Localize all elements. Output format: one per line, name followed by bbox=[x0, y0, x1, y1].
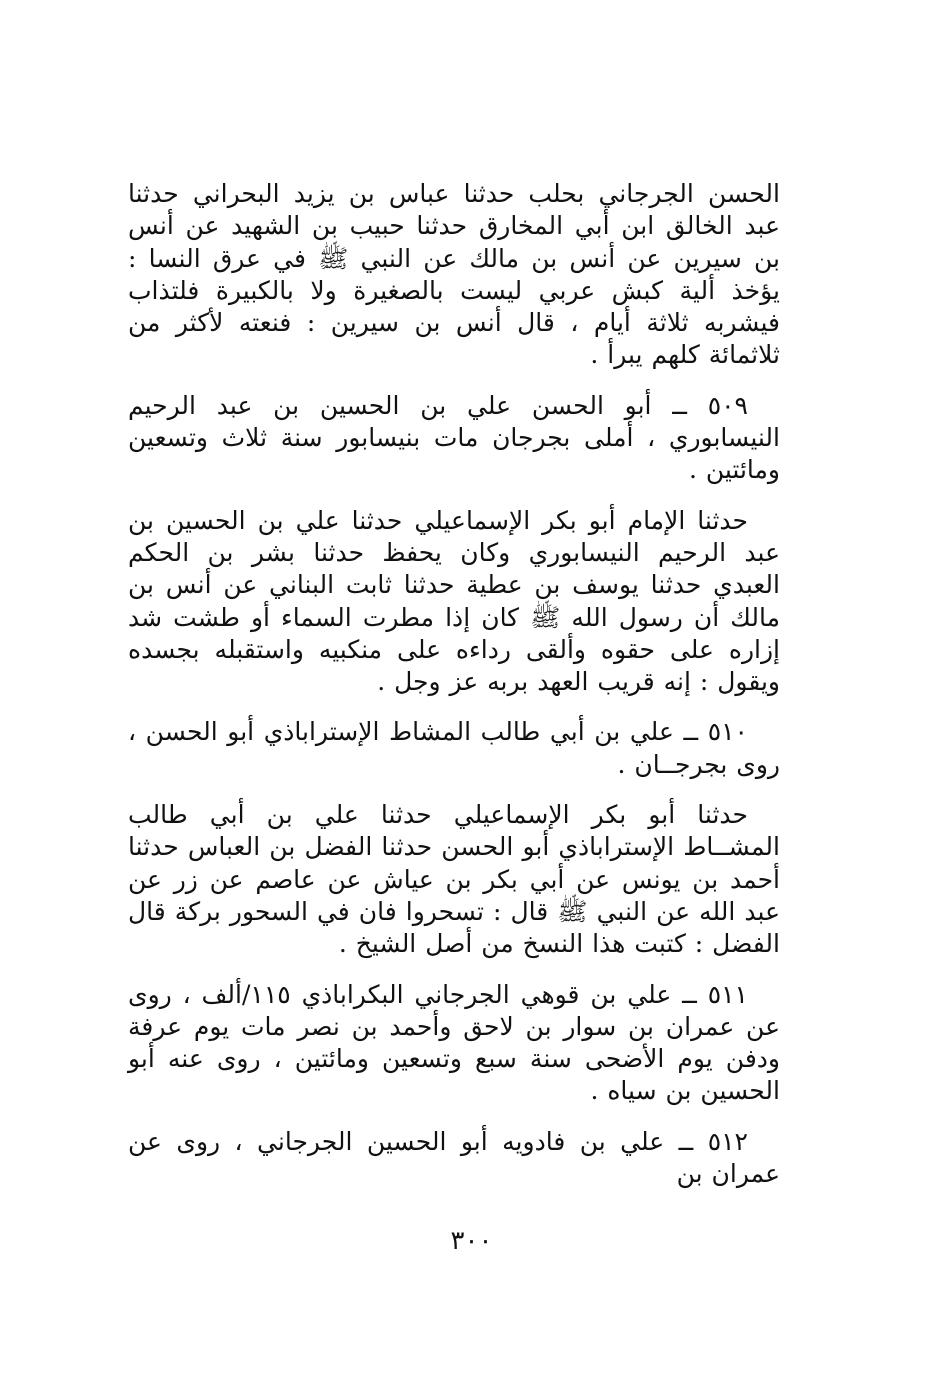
page-body bbox=[128, 178, 780, 1190]
paragraph-gap bbox=[128, 781, 780, 799]
paragraph-gap bbox=[128, 372, 780, 390]
paragraph-gap bbox=[128, 961, 780, 979]
entry-510: ٥١٠ ــ علي بن أبي طالب المشاط الإستراباذي أبو الحسن ، روى بجرجــان . bbox=[128, 717, 780, 779]
entry-511: ٥١١ ــ علي بن قوهي الجرجاني البكراباذي ١١٥/ألف ، روى عن عمران بن سوار بن لاحق وأحمد بن نصر مات يوم عرفة ودفن يوم الأضحى سنة سبع وتسعين ومائتين ، روى عنه أبو الحسين بن سياه . bbox=[128, 979, 780, 1106]
hadith-paragraph: حدثنا الإمام أبو بكر الإسماعيلي حدثنا علي بن الحسين بن عبد الرحيم النيسابوري وكان يحفظ حدثنا بشر بن الحكم العبدي حدثنا يوسف بن عطية حدثنا ثابت البناني عن أنس بن مالك أن رسول الله ﷺ كان إذا مطرت السماء أو طشت شد إزاره على حقوه وألقى رداءه على منكبيه واستقبله بجسده ويقول : إنه قريب العهد بربه عز وجل . bbox=[128, 505, 780, 697]
paragraph-gap bbox=[128, 487, 780, 505]
entry-509: ٥٠٩ ــ أبو الحسن علي بن الحسين بن عبد الرحيم النيسابوري ، أملى بجرجان مات بنيسابور سنة ثلاث وتسعين ومائتين . bbox=[128, 390, 780, 485]
paragraph-gap bbox=[128, 1108, 780, 1126]
paragraph-gap bbox=[128, 698, 780, 716]
hadith-paragraph: حدثنا أبو بكر الإسماعيلي حدثنا علي بن أبي طالب المشــاط الإستراباذي أبو الحسن حدثنا الفضل بن العباس حدثنا أحمد بن يونس عن أبي بكر بن عياش عن عاصم عن زر عن عبد الله عن النبي ﷺ قال : تسحروا فان في السحور بركة قال الفضل : كتبت هذا النسخ من أصل الشيخ . bbox=[128, 800, 780, 959]
entry-512: ٥١٢ ــ علي بن فادويه أبو الحسين الجرجاني ، روى عن عمران بن bbox=[128, 1126, 780, 1189]
page-number: ٣٠٠ bbox=[450, 1226, 493, 1256]
paragraph-continuation: الحسن الجرجاني بحلب حدثنا عباس بن يزيد البحراني حدثنا عبد الخالق ابن أبي المخارق حدثنا حبيب بن الشهيد عن أنس بن سيرين عن أنس بن مالك عن النبي ﷺ في عرق النسا : يؤخذ ألية كبش عربي ليست بالصغيرة ولا بالكبيرة فلتذاب فيشربه ثلاثة أيام ، قال أنس بن سيرين : فنعته لأكثر من ثلاثمائة كلهم يبرأ . bbox=[128, 179, 780, 370]
